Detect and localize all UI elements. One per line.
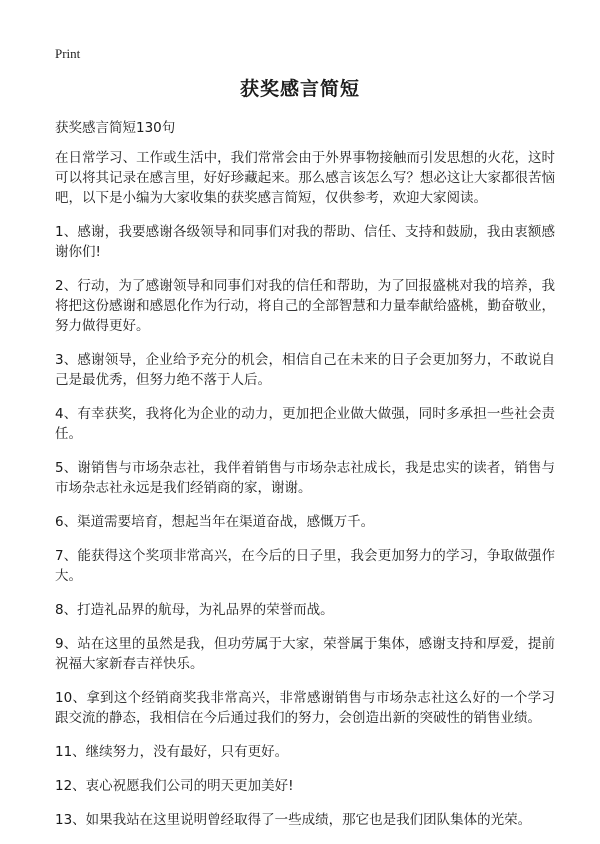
page-title: 获奖感言简短 bbox=[239, 78, 360, 100]
quote-paragraph: 13、如果我站在这里说明曾经取得了一些成绩，那它也是我们团队集体的光荣。 bbox=[55, 812, 532, 828]
quote-paragraph: 6、渠道需要培育，想起当年在渠道奋战，感慨万千。 bbox=[55, 514, 375, 530]
quote-paragraph: 10、拿到这个经销商奖我非常高兴，非常感谢销售与市场杂志社这么好的一个学习跟交流的静态，我相信在今后通过我们的努力，会创造出新的突破性的销售业绩。 bbox=[55, 690, 555, 726]
article-subtitle: 获奖感言简短130句 bbox=[55, 120, 176, 136]
quote-paragraph: 4、有幸获奖，我将化为企业的动力，更加把企业做大做强，同时多承担一些社会责任。 bbox=[55, 406, 555, 442]
article-body bbox=[55, 148, 555, 844]
quote-paragraph: 11、继续努力，没有最好，只有更好。 bbox=[55, 744, 289, 760]
quote-paragraph: 9、站在这里的虽然是我，但功劳属于大家，荣誉属于集体，感谢支持和厚爱，提前祝福大家新春吉祥快乐。 bbox=[55, 636, 555, 672]
quote-paragraph: 8、打造礼品界的航母，为礼品界的荣誉而战。 bbox=[55, 602, 334, 618]
quote-paragraph: 12、衷心祝愿我们公司的明天更加美好! bbox=[55, 778, 294, 794]
quote-paragraph: 2、行动，为了感谢领导和同事们对我的信任和帮助，为了回报盛桃对我的培养，我将把这份感谢和感恩化作为行动，将自己的全部智慧和力量奉献给盛桃，勤奋敬业，努力做得更好。 bbox=[55, 278, 555, 334]
intro-paragraph: 在日常学习、工作或生活中，我们常常会由于外界事物接触而引发思想的火花，这时可以将其记录在感言里，好好珍藏起来。那么感言该怎么写？想必这让大家都很苦恼吧，以下是小编为大家收集的获奖感言简短，仅供参考，欢迎大家阅读。 bbox=[55, 150, 555, 206]
quote-paragraph: 7、能获得这个奖项非常高兴，在今后的日子里，我会更加努力的学习，争取做强作大。 bbox=[55, 548, 555, 584]
quote-paragraph: 3、感谢领导，企业给予充分的机会，相信自己在未来的日子会更加努力，不敢说自己是最优秀，但努力绝不落于人后。 bbox=[55, 352, 555, 388]
print-link[interactable]: Print bbox=[55, 46, 81, 61]
quote-paragraph: 1、感谢，我要感谢各级领导和同事们对我的帮助、信任、支持和鼓励，我由衷额感谢你们! bbox=[55, 224, 555, 260]
quote-paragraph: 5、谢销售与市场杂志社，我伴着销售与市场杂志社成长，我是忠实的读者，销售与市场杂志社永远是我们经销商的家，谢谢。 bbox=[55, 460, 555, 496]
